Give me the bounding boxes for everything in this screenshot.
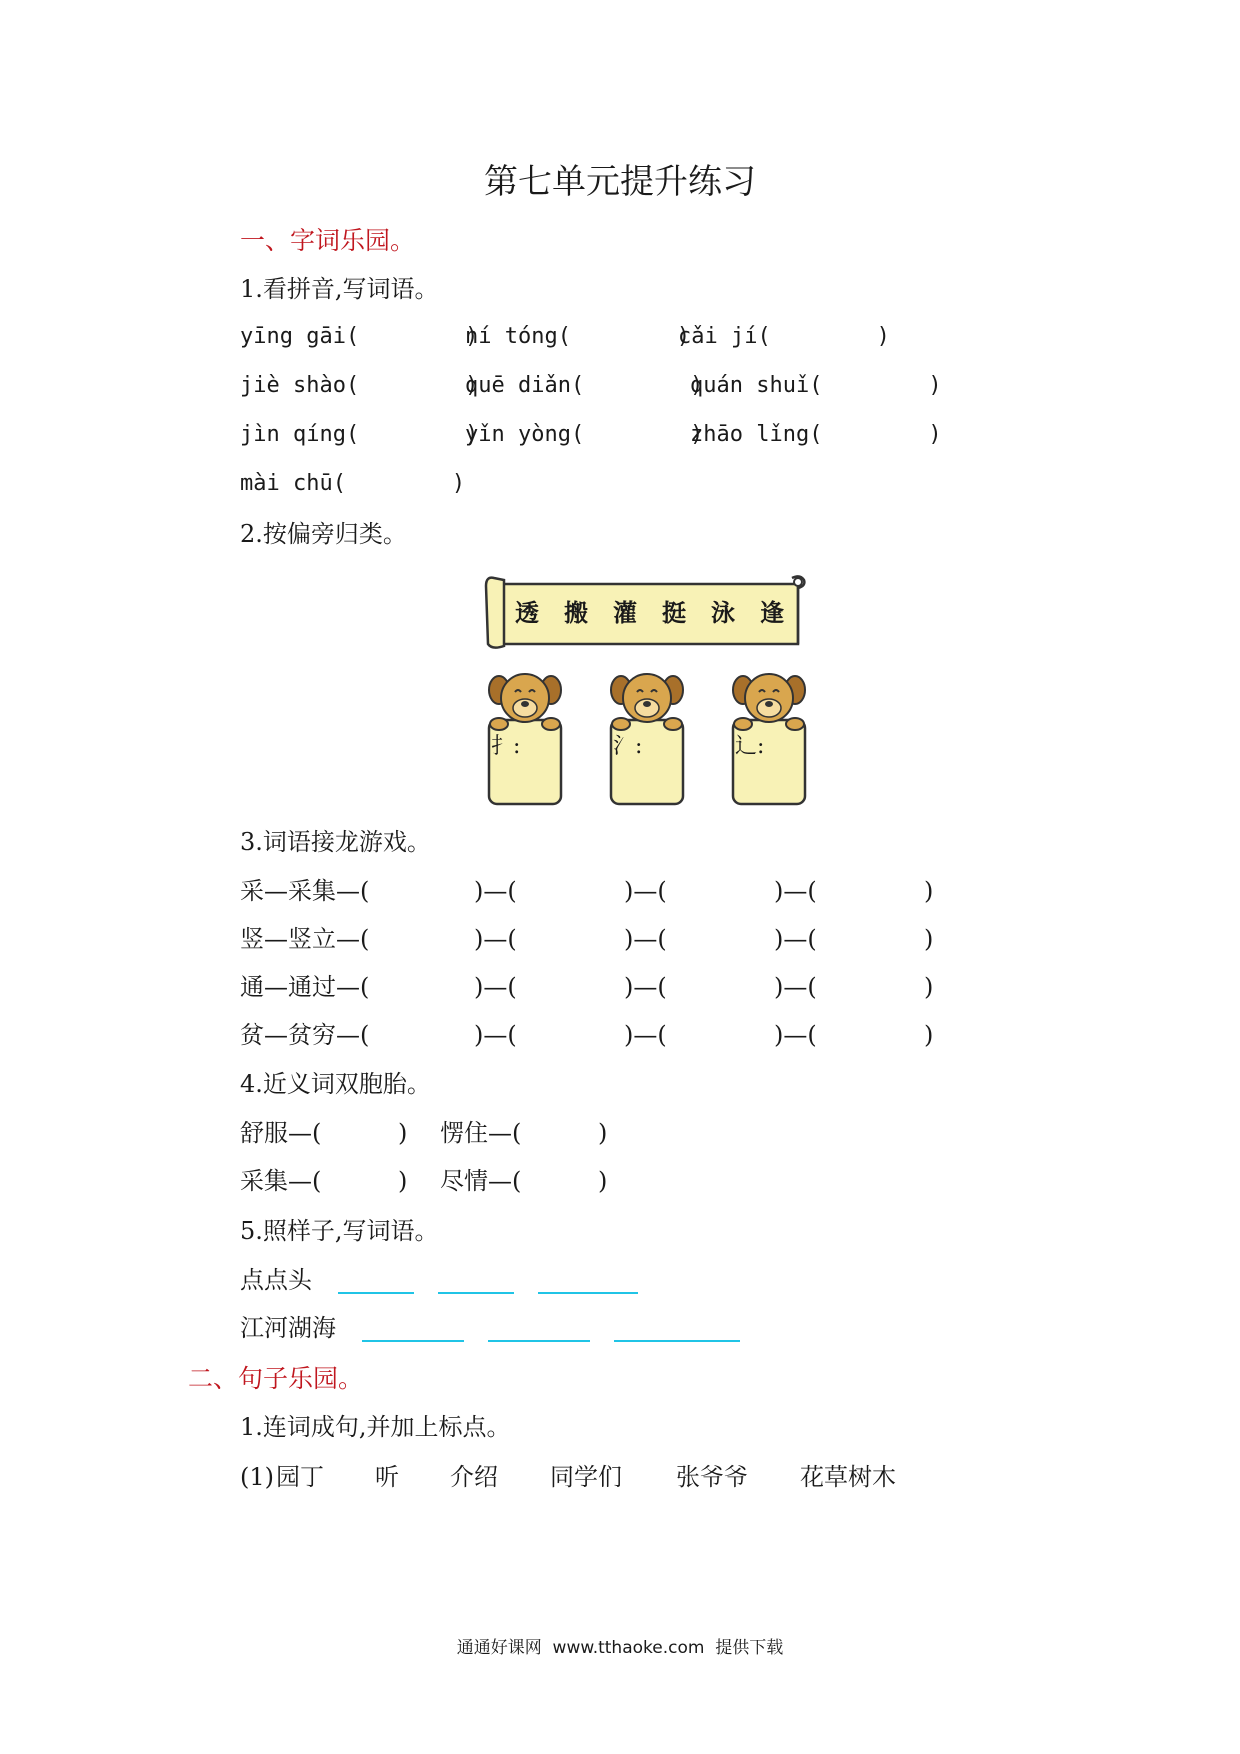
chain-join: )—( <box>774 877 817 905</box>
answer-blank[interactable] <box>488 1340 590 1342</box>
page-title: 第七单元提升练习 <box>484 162 756 202</box>
sentence-word: 同学们 <box>550 1463 622 1491</box>
synonym-close: ) <box>398 1119 408 1147</box>
answer-blank[interactable] <box>438 1292 514 1294</box>
synonym-close: ) <box>398 1167 408 1195</box>
chain-join: )—( <box>474 1021 517 1049</box>
chain-start: 竖—竖立—( <box>240 925 370 953</box>
answer-blank[interactable] <box>614 1340 740 1342</box>
radical-label: 氵: <box>613 734 643 759</box>
chain-join: )—( <box>774 973 817 1001</box>
synonym-word: 采集—( <box>240 1167 322 1195</box>
pinyin-item: quán shuǐ( ) <box>690 373 942 398</box>
pinyin-item: yǐn yòng( ) <box>465 422 704 447</box>
chain-end: ) <box>924 925 934 953</box>
sentence-word: 园丁 <box>276 1463 324 1491</box>
scroll-char: 灌 <box>613 599 637 627</box>
pinyin-item: mài chū( ) <box>240 471 466 496</box>
synonym-close: ) <box>598 1167 608 1195</box>
pinyin-item: quē diǎn( ) <box>465 373 704 398</box>
chain-join: )—( <box>624 1021 667 1049</box>
section-2-question-1-label: 1.连词成句,并加上标点。 <box>240 1413 511 1441</box>
bear-card <box>607 668 687 808</box>
example-word: 江河湖海 <box>240 1314 336 1342</box>
chain-join: )—( <box>774 1021 817 1049</box>
chain-end: ) <box>924 973 934 1001</box>
chain-join: )—( <box>624 877 667 905</box>
scroll-char: 透 <box>515 599 539 627</box>
scroll-char: 逢 <box>760 599 784 627</box>
sentence-word: 介绍 <box>450 1463 498 1491</box>
chain-end: ) <box>924 877 934 905</box>
pinyin-item: zhāo lǐng( ) <box>690 422 942 447</box>
sentence-word: 听 <box>375 1463 399 1491</box>
chain-join: )—( <box>474 973 517 1001</box>
bear-card <box>485 668 565 808</box>
chain-join: )—( <box>624 973 667 1001</box>
scroll-char: 泳 <box>711 599 735 627</box>
example-word: 点点头 <box>240 1266 312 1294</box>
synonym-word: 愣住—( <box>440 1119 522 1147</box>
pinyin-item: jiè shào( ) <box>240 373 479 398</box>
chain-start: 通—通过—( <box>240 973 370 1001</box>
radical-label: 辶: <box>735 734 765 759</box>
question-1-label: 1.看拼音,写词语。 <box>240 275 439 303</box>
chain-start: 采—采集—( <box>240 877 370 905</box>
question-3-label: 3.词语接龙游戏。 <box>240 828 431 856</box>
sentence-word: 花草树木 <box>800 1463 896 1491</box>
pinyin-item: cǎi jí( ) <box>678 324 890 349</box>
pinyin-item: yīng gāi( ) <box>240 324 479 349</box>
chain-start: 贫—贫穷—( <box>240 1021 370 1049</box>
chain-join: )—( <box>474 877 517 905</box>
chain-join: )—( <box>474 925 517 953</box>
question-5-label: 5.照样子,写词语。 <box>240 1217 439 1245</box>
footer-credit: 通通好课网 www.tthaoke.com 提供下载 <box>456 1638 784 1658</box>
answer-blank[interactable] <box>362 1340 464 1342</box>
item-number: (1) <box>240 1463 274 1491</box>
chain-end: ) <box>924 1021 934 1049</box>
chain-join: )—( <box>774 925 817 953</box>
pinyin-item: ní tóng( ) <box>465 324 691 349</box>
synonym-word: 舒服—( <box>240 1119 322 1147</box>
question-4-label: 4.近义词双胞胎。 <box>240 1070 431 1098</box>
radical-scroll <box>480 572 810 652</box>
scroll-char: 挺 <box>662 599 686 627</box>
scroll-char: 搬 <box>564 599 588 627</box>
bear-card <box>729 668 809 808</box>
pinyin-item: jìn qíng( ) <box>240 422 479 447</box>
radical-label: 扌: <box>491 734 521 759</box>
section-heading-1: 一、字词乐园。 <box>240 226 416 255</box>
synonym-word: 尽情—( <box>440 1167 522 1195</box>
sentence-word: 张爷爷 <box>676 1463 748 1491</box>
answer-blank[interactable] <box>338 1292 414 1294</box>
answer-blank[interactable] <box>538 1292 638 1294</box>
synonym-close: ) <box>598 1119 608 1147</box>
section-heading-2: 二、句子乐园。 <box>188 1364 364 1393</box>
question-2-label: 2.按偏旁归类。 <box>240 520 407 548</box>
chain-join: )—( <box>624 925 667 953</box>
